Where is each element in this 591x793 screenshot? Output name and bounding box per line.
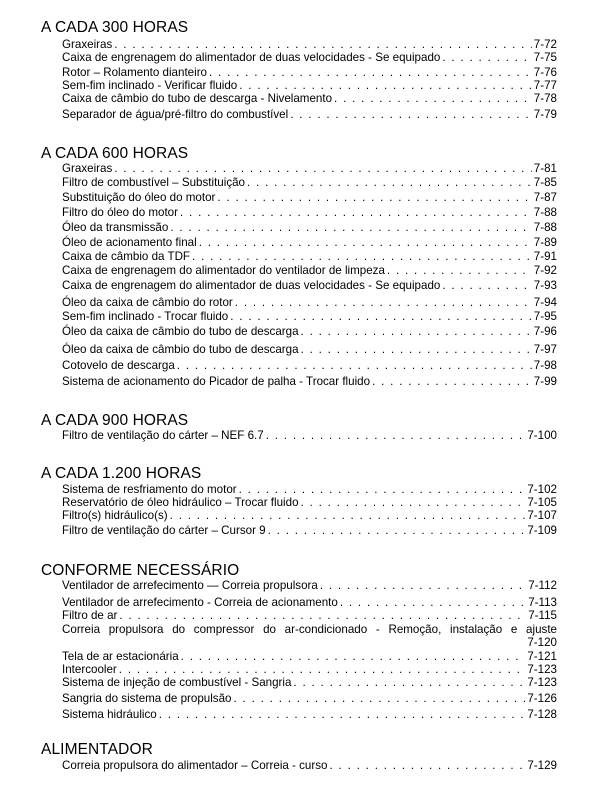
toc-entry[interactable]: [62, 191, 557, 204]
toc-entry[interactable]: [62, 759, 557, 772]
entry-page: 7-100: [527, 429, 557, 442]
entry-page: 7-93: [533, 279, 557, 292]
toc-entry[interactable]: [62, 623, 557, 649]
toc-entry[interactable]: [62, 375, 557, 388]
entry-page: 7-81: [533, 162, 557, 175]
entry-page: 7-115: [528, 609, 557, 622]
entry-page: 7-75: [533, 51, 557, 64]
entry-title: Ventilador de arrefecimento — Correia propulsora: [62, 579, 318, 592]
entry-page: 7-78: [533, 92, 557, 105]
toc-entry[interactable]: [62, 236, 557, 249]
dot-leader: [442, 51, 531, 64]
toc-entry[interactable]: [62, 176, 557, 189]
toc-entry[interactable]: [62, 250, 557, 263]
toc-entry[interactable]: [62, 650, 557, 663]
dot-leader: [266, 429, 526, 442]
dot-leader: [334, 92, 532, 105]
entry-page: 7-92: [533, 264, 557, 277]
dot-leader: [170, 221, 531, 234]
dot-leader: [268, 524, 526, 537]
toc-entry[interactable]: [62, 92, 557, 105]
dot-leader: [330, 759, 526, 772]
entry-title: Sistema hidráulico: [62, 708, 157, 721]
entry-page: 7-87: [533, 191, 557, 204]
toc-entry[interactable]: [62, 264, 557, 277]
toc-entry[interactable]: [62, 708, 557, 721]
section-heading: ALIMENTADOR: [41, 741, 153, 758]
dot-leader: [230, 310, 532, 323]
toc-entry[interactable]: [62, 221, 557, 234]
dot-leader: [177, 359, 532, 372]
section-heading: A CADA 1.200 HORAS: [41, 465, 202, 482]
dot-leader: [372, 375, 532, 388]
entry-page: 7-112: [528, 579, 557, 592]
entry-title: Sem-fim inclinado - Verificar fluido: [62, 79, 238, 92]
dot-leader: [301, 325, 532, 338]
dot-leader: [170, 509, 526, 522]
entry-title: Caixa de engrenagem do alimentador do ventilador de limpeza: [62, 264, 385, 277]
entry-title: Sangria do sistema de propulsão: [62, 692, 232, 705]
entry-title: Cotovelo de descarga: [62, 359, 175, 372]
entry-page: 7-94: [533, 296, 557, 309]
entry-page: 7-120: [527, 636, 557, 649]
toc-entry[interactable]: [62, 38, 557, 51]
entry-title: Sistema de resfriamento do motor: [62, 483, 237, 496]
entry-title: Sistema de injeção de combustível - Sangria: [62, 676, 292, 689]
entry-title: Ventilador de arrefecimento - Correia de acionamento: [62, 596, 338, 609]
entry-page: 7-95: [533, 310, 557, 323]
dot-leader: [180, 206, 532, 219]
entry-title: Caixa de câmbio do tubo de descarga - Nivelamento: [62, 92, 333, 105]
section-heading: A CADA 900 HORAS: [41, 412, 189, 429]
dot-leader: [114, 162, 532, 175]
dot-leader: [301, 496, 526, 509]
section-heading: A CADA 300 HORAS: [41, 19, 189, 36]
entry-title: Correia propulsora do compressor do ar-condicionado - Remoção, instalação e ajuste: [62, 623, 557, 636]
entry-page: 7-79: [533, 108, 557, 121]
toc-entry[interactable]: [62, 524, 557, 537]
toc-entry[interactable]: [62, 496, 557, 509]
entry-title: Óleo da caixa de câmbio do tubo de descarga: [62, 343, 299, 356]
toc-entry[interactable]: [62, 429, 557, 442]
toc-entry[interactable]: [62, 310, 557, 323]
dot-leader: [181, 650, 526, 663]
entry-page: 7-102: [527, 483, 557, 496]
toc-entry[interactable]: [62, 325, 557, 338]
dot-leader: [234, 692, 526, 705]
section-heading: A CADA 600 HORAS: [41, 145, 189, 162]
toc-entry[interactable]: [62, 609, 557, 622]
entry-title: Rotor – Rolamento dianteiro: [62, 66, 208, 79]
toc-entry[interactable]: [62, 692, 557, 705]
entry-page: 7-107: [527, 509, 557, 522]
toc-entry[interactable]: [62, 279, 557, 292]
toc-entry[interactable]: [62, 663, 557, 676]
dot-leader: [239, 79, 532, 92]
toc-entry[interactable]: [62, 79, 557, 92]
dot-leader: [119, 663, 526, 676]
dot-leader: [209, 66, 532, 79]
dot-leader: [247, 176, 532, 189]
toc-entry[interactable]: [62, 596, 557, 609]
dot-leader: [114, 38, 532, 51]
toc-entry[interactable]: [62, 676, 557, 689]
entry-page: 7-99: [533, 375, 557, 388]
entry-page: 7-88: [533, 221, 557, 234]
entry-title: Substituição do óleo do motor: [62, 191, 216, 204]
entry-page: 7-88: [533, 206, 557, 219]
dot-leader: [217, 191, 531, 204]
entry-page: 7-98: [533, 359, 557, 372]
dot-leader: [442, 279, 531, 292]
entry-page: 7-97: [533, 343, 557, 356]
toc-entry[interactable]: [62, 66, 557, 79]
entry-title: Reservatório de óleo hidráulico – Trocar fluido: [62, 496, 299, 509]
entry-page: 7-123: [527, 663, 557, 676]
entry-title: Óleo da caixa de câmbio do tubo de descarga: [62, 325, 299, 338]
entry-page: 7-76: [533, 66, 557, 79]
entry-title: Filtro do óleo do motor: [62, 206, 178, 219]
dot-leader: [235, 296, 532, 309]
dot-leader: [192, 250, 532, 263]
entry-page: 7-123: [527, 676, 557, 689]
entry-page: 7-128: [527, 708, 557, 721]
entry-title: Sistema de acionamento do Picador de palha - Trocar fluido: [62, 375, 371, 388]
entry-title: Óleo da caixa de câmbio do rotor: [62, 296, 233, 309]
entry-page: 7-96: [533, 325, 557, 338]
entry-page: 7-72: [533, 38, 557, 51]
dot-leader: [301, 343, 532, 356]
section-heading: CONFORME NECESSÁRIO: [41, 562, 240, 579]
entry-title: Caixa de engrenagem do alimentador de duas velocidades - Se equipado: [62, 51, 441, 64]
entry-page: 7-105: [527, 496, 557, 509]
dot-leader: [320, 579, 526, 592]
entry-page: 7-89: [533, 236, 557, 249]
entry-title: Tela de ar estacionária: [62, 650, 179, 663]
entry-title: Caixa de câmbio da TDF: [62, 250, 191, 263]
entry-page: 7-77: [533, 79, 557, 92]
entry-title: Separador de água/pré-filtro do combustível: [62, 108, 289, 121]
entry-title: Sem-fim inclinado - Trocar fluido: [62, 310, 229, 323]
entry-title: Filtro(s) hidráulico(s): [62, 509, 168, 522]
toc-entry[interactable]: [62, 108, 557, 121]
toc-entry[interactable]: [62, 483, 557, 496]
entry-page: 7-109: [527, 524, 557, 537]
entry-title: Óleo da transmissão: [62, 221, 169, 234]
entry-page: 7-91: [533, 250, 557, 263]
entry-title: Correia propulsora do alimentador – Correia - curso: [62, 759, 328, 772]
dot-leader: [159, 708, 526, 721]
toc-entry[interactable]: [62, 51, 557, 64]
entry-title: Graxeiras: [62, 162, 113, 175]
dot-leader: [387, 264, 532, 277]
dot-leader: [199, 236, 532, 249]
entry-page: 7-85: [533, 176, 557, 189]
dot-leader: [290, 108, 532, 121]
entry-page: 7-126: [527, 692, 557, 705]
toc-entry[interactable]: [62, 343, 557, 356]
toc-entry[interactable]: [62, 206, 557, 219]
entry-page: 7-113: [528, 596, 557, 609]
entry-title: Filtro de ar: [62, 609, 118, 622]
toc-entry[interactable]: [62, 359, 557, 372]
entry-title: Graxeiras: [62, 38, 113, 51]
entry-page: 7-129: [527, 759, 557, 772]
dot-leader: [239, 483, 526, 496]
dot-leader: [340, 596, 526, 609]
entry-title: Óleo de acionamento final: [62, 236, 197, 249]
entry-title: Filtro de ventilação do cárter – Cursor 9: [62, 524, 266, 537]
toc-entry[interactable]: [62, 579, 557, 592]
entry-page: 7-121: [527, 650, 557, 663]
toc-entry[interactable]: [62, 509, 557, 522]
toc-entry[interactable]: [62, 296, 557, 309]
entry-title: Caixa de engrenagem do alimentador de duas velocidades - Se equipado: [62, 279, 441, 292]
entry-title: Filtro de ventilação do cárter – NEF 6.7: [62, 429, 264, 442]
dot-leader: [293, 676, 525, 689]
dot-leader: [119, 609, 526, 622]
toc-entry[interactable]: [62, 162, 557, 175]
entry-title: Filtro de combustível – Substituição: [62, 176, 246, 189]
entry-title: Intercooler: [62, 663, 117, 676]
